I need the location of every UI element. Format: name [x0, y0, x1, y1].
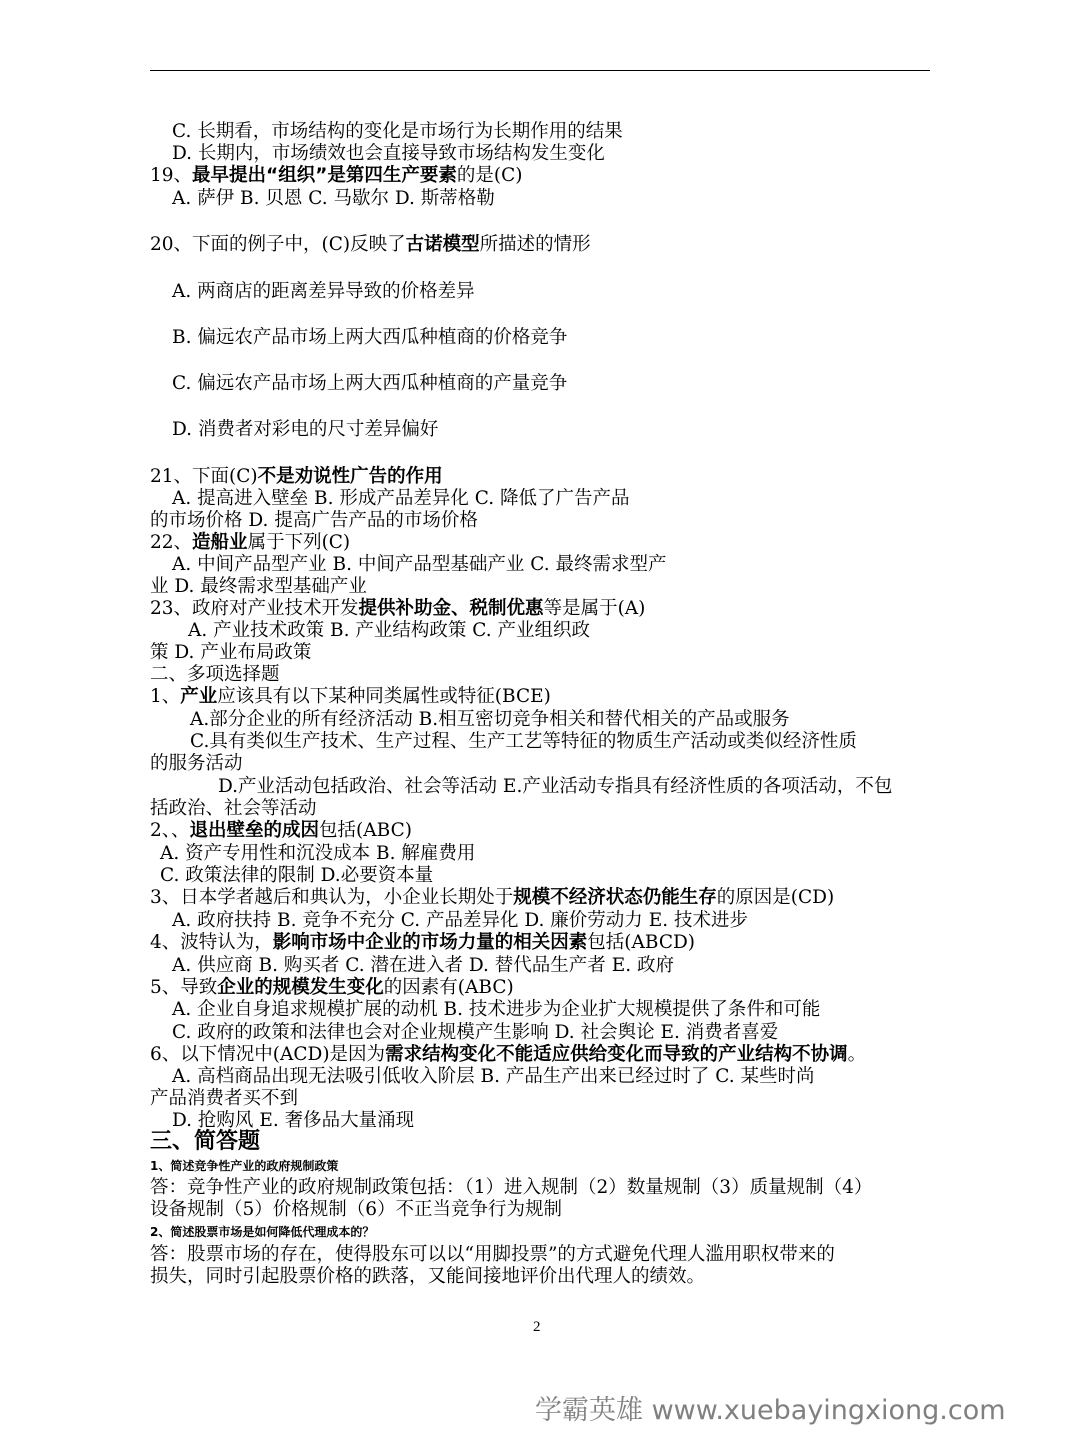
section-title-multiple-choice [150, 664, 280, 686]
bold-text: 最早提出“组织”是第四生产要素 [192, 165, 457, 186]
multi-options-5cde [172, 1022, 778, 1044]
multi-options-1d-cont [150, 798, 317, 820]
page-number: 2 [533, 1319, 541, 1335]
text-segment: 三、简答题 [150, 1129, 261, 1154]
text-segment: A. 两商店的距离差异导致的价格差异 [172, 281, 475, 302]
bold-text: 影响市场中企业的市场力量的相关因素 [272, 932, 588, 953]
text-segment: C. 政府的政策和法律也会对企业规模产生影响 D. 社会舆论 E. 消费者喜爱 [172, 1022, 779, 1043]
header-rule [150, 70, 930, 71]
text-segment: 19、 [150, 165, 193, 186]
text-segment: 损失，同时引起股票价格的跌落，又能间接地评价出代理人的绩效。 [150, 1266, 706, 1287]
multi-options-6-cont [150, 1088, 298, 1110]
text-segment: 22、 [150, 532, 193, 553]
text-segment: 2、、 [150, 820, 190, 841]
options-21-cont [150, 510, 478, 532]
short-answer-1-cont [150, 1199, 562, 1221]
text-segment: A. 产业技术政策 B. 产业结构政策 C. 产业组织政 [188, 620, 590, 641]
option-20a [172, 281, 475, 303]
text-segment: B. 偏远农产品市场上两大西瓜种植商的价格竞争 [172, 327, 568, 348]
text-segment: D. 长期内，市场绩效也会直接导致市场结构发生变化 [172, 143, 605, 164]
text-segment: 包括(ABC) [319, 820, 412, 841]
text-segment: 答：竞争性产业的政府规制政策包括：（1）进入规制（2）数量规制（3）质量规制（4） [150, 1177, 873, 1198]
text-segment: A. 提高进入壁垒 B. 形成产品差异化 C. 降低了广告产品 [172, 488, 630, 509]
multi-options-1d [218, 776, 892, 798]
multi-options-3 [172, 910, 748, 932]
text-segment: 1、 [150, 686, 181, 707]
text-segment: 策 D. 产业布局政策 [150, 642, 312, 663]
question-20 [150, 234, 591, 256]
text-segment: A. 资产专用性和沉没成本 B. 解雇费用 [160, 843, 476, 864]
multi-options-4 [172, 955, 674, 977]
short-answer-2 [150, 1244, 835, 1266]
text-segment: 23、政府对产业技术开发 [150, 598, 359, 619]
bold-text: 产业 [180, 686, 218, 707]
section-title-short-answer [150, 1131, 260, 1153]
text-segment: 4、波特认为， [150, 932, 273, 953]
text-segment: 5、导致 [150, 977, 218, 998]
multi-question-3 [150, 887, 834, 909]
short-question-2 [150, 1223, 374, 1241]
text-segment: 包括(ABCD) [587, 932, 696, 953]
text-segment: D. 消费者对彩电的尺寸差异偏好 [172, 419, 439, 440]
option-20b [172, 327, 567, 349]
multi-options-1c [190, 731, 857, 753]
text-segment: 的是(C) [456, 165, 523, 186]
text-segment: 设备规制（5）价格规制（6）不正当竞争行为规制 [150, 1199, 563, 1220]
bold-text: 需求结构变化不能适应供给变化而导致的产业结构不协调 [385, 1044, 848, 1065]
short-answer-1 [150, 1177, 872, 1199]
text-segment: A. 中间产品型产业 B. 中间产品型基础产业 C. 最终需求型产 [172, 554, 667, 575]
text-segment: 的因素有(ABC) [383, 977, 514, 998]
bold-text: 古诺模型 [405, 234, 480, 255]
text-segment: A.部分企业的所有经济活动 B.相互密切竞争相关和替代相关的产品或服务 [190, 709, 790, 730]
question-23 [150, 598, 645, 620]
text-segment: A. 萨伊 B. 贝恩 C. 马歇尔 D. 斯蒂格勒 [172, 188, 495, 209]
bold-text: 造船业 [192, 532, 248, 553]
text-segment: 3、日本学者越后和典认为，小企业长期处于 [150, 887, 514, 908]
text-segment: C. 偏远农产品市场上两大西瓜种植商的产量竞争 [172, 373, 568, 394]
text-segment: D.产业活动包括政治、社会等活动 E.产业活动专指具有经济性质的各项活动，不包 [218, 776, 893, 797]
bold-text: 规模不经济状态仍能生存 [513, 887, 717, 908]
text-segment: 括政治、社会等活动 [150, 798, 317, 819]
text-line [172, 143, 605, 165]
options-22 [172, 554, 667, 576]
multi-options-5ab [172, 999, 820, 1021]
text-segment: 2、简述股票市场是如何降低代理成本的？ [150, 1225, 375, 1239]
text-segment: 业 D. 最终需求型基础产业 [150, 576, 367, 597]
multi-options-2cd [160, 865, 433, 887]
question-19 [150, 165, 522, 187]
options-23 [188, 620, 590, 642]
bold-text: 不是劝说性广告的作用 [257, 466, 443, 487]
option-20d [172, 419, 438, 441]
multi-options-1c-cont [150, 753, 243, 775]
text-segment: C. 政策法律的限制 D.必要资本量 [160, 865, 434, 886]
text-segment: 。 [847, 1044, 867, 1065]
question-22 [150, 532, 350, 554]
multi-options-2ab [160, 843, 475, 865]
options-22-cont [150, 576, 367, 598]
multi-options-1 [190, 709, 790, 731]
text-segment: 属于下列(C) [247, 532, 351, 553]
text-segment: 产品消费者买不到 [150, 1088, 299, 1109]
text-segment: A. 企业自身追求规模扩展的动机 B. 技术进步为企业扩大规模提供了条件和可能 [172, 999, 821, 1020]
multi-options-6 [172, 1066, 815, 1088]
text-segment: 等是属于(A) [543, 598, 646, 619]
bold-text: 提供补助金、税制优惠 [358, 598, 544, 619]
text-segment: 答：股票市场的存在，使得股东可以以“用脚投票”的方式避免代理人滥用职权带来的 [150, 1244, 835, 1265]
short-answer-2-cont [150, 1266, 705, 1288]
text-segment: 的原因是(CD) [716, 887, 835, 908]
text-segment: 的市场价格 D. 提高广告产品的市场价格 [150, 510, 478, 531]
short-question-1 [150, 1157, 338, 1175]
text-segment: 应该具有以下某种同类属性或特征(BCE) [217, 686, 551, 707]
options-23-cont [150, 642, 311, 664]
text-segment: 6、以下情况中(ACD)是因为 [150, 1044, 386, 1065]
text-segment: A. 政府扶持 B. 竞争不充分 C. 产品差异化 D. 廉价劳动力 E. 技术进步 [172, 910, 748, 931]
question-21 [150, 466, 443, 488]
text-line [172, 121, 623, 143]
options-21 [172, 488, 630, 510]
bold-text: 退出壁垒的成因 [189, 820, 320, 841]
multi-question-6 [150, 1044, 866, 1066]
text-segment: D. 抢购风 E. 奢侈品大量涌现 [172, 1110, 415, 1131]
multi-question-4 [150, 932, 695, 954]
text-segment: 21、下面(C) [150, 466, 258, 487]
text-segment: 的服务活动 [150, 753, 243, 774]
options-19 [172, 188, 495, 210]
option-20c [172, 373, 567, 395]
text-segment: 二、多项选择题 [150, 664, 280, 685]
text-segment: 1、简述竞争性产业的政府规制政策 [150, 1159, 339, 1173]
watermark: 学霸英雄 www.xuebayingxiong.com [535, 1395, 1006, 1426]
multi-question-5 [150, 977, 514, 999]
text-segment: C. 长期看，市场结构的变化是市场行为长期作用的结果 [172, 121, 623, 142]
bold-text: 企业的规模发生变化 [217, 977, 384, 998]
text-segment: 所描述的情形 [479, 234, 591, 255]
text-segment: C.具有类似生产技术、生产过程、生产工艺等特征的物质生产活动或类似经济性质 [190, 731, 857, 752]
multi-question-2 [150, 820, 412, 842]
text-segment: A. 高档商品出现无法吸引低收入阶层 B. 产品生产出来已经过时了 C. 某些时尚 [172, 1066, 815, 1087]
text-segment: 20、下面的例子中，(C)反映了 [150, 234, 406, 255]
text-segment: A. 供应商 B. 购买者 C. 潜在进入者 D. 替代品生产者 E. 政府 [172, 955, 674, 976]
multi-question-1 [150, 686, 551, 708]
